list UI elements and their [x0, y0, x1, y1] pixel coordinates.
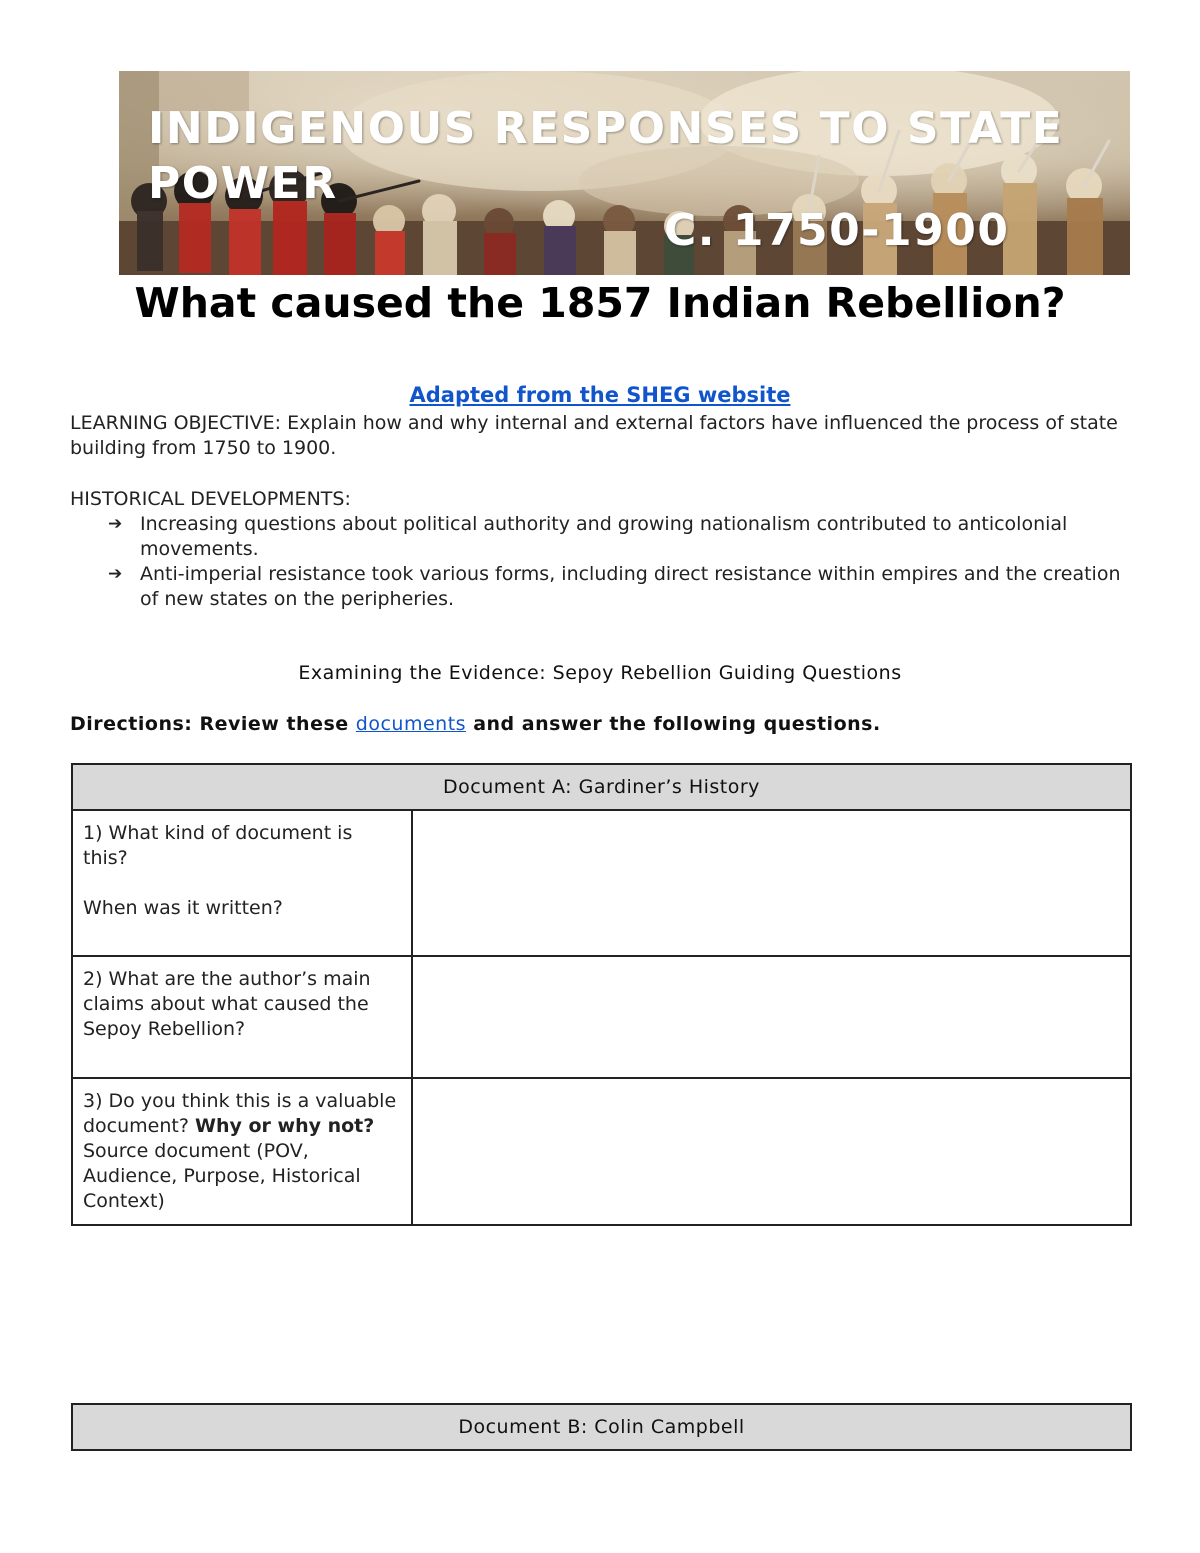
- adapted-from-link[interactable]: Adapted from the SHEG website: [409, 383, 791, 407]
- answer-2-field[interactable]: [412, 956, 1131, 1078]
- answer-1-field[interactable]: [412, 810, 1131, 956]
- developments-heading: HISTORICAL DEVELOPMENTS:: [70, 488, 351, 510]
- answer-3-field[interactable]: [412, 1078, 1131, 1225]
- question-1-followup: When was it written?: [83, 897, 283, 919]
- table-row: [72, 956, 1131, 1078]
- development-text: Anti-imperial resistance took various forms, including direct resistance within empires and the creation of new states on the peripheries.: [140, 563, 1121, 610]
- section-heading: Examining the Evidence: Sepoy Rebellion Guiding Questions: [298, 662, 902, 684]
- question-3: [72, 1078, 412, 1225]
- table-row: [72, 810, 1131, 956]
- header-banner: [119, 71, 1130, 275]
- learning-objective: LEARNING OBJECTIVE: Explain how and why internal and external factors have influenced the process of state building from 1750 to 1900.: [70, 412, 1118, 459]
- question-2: 2) What are the author’s main claims about what caused the Sepoy Rebellion?: [72, 956, 412, 1078]
- arrow-bullet-icon: ➔: [108, 564, 123, 584]
- banner-title: INDIGENOUS RESPONSES TO STATE POWER: [148, 103, 1064, 209]
- question-1-text: 1) What kind of document is this?: [83, 822, 353, 869]
- list-item: [70, 562, 1130, 612]
- development-text: Increasing questions about political authority and growing nationalism contributed to anticolonial movements.: [140, 513, 1068, 560]
- document-b-heading: Document B: Colin Campbell: [72, 1404, 1131, 1450]
- page-title: What caused the 1857 Indian Rebellion?: [134, 279, 1066, 327]
- documents-link[interactable]: documents: [355, 713, 467, 735]
- list-item: [70, 512, 1130, 562]
- directions-prefix: Directions: Review these: [70, 713, 349, 735]
- arrow-bullet-icon: ➔: [108, 514, 123, 534]
- directions-suffix: and answer the following questions.: [473, 713, 881, 735]
- question-1: [72, 810, 412, 956]
- document-a-table: [71, 763, 1132, 1226]
- developments-list: [70, 512, 1130, 612]
- question-3-detail: Source document (POV, Audience, Purpose, Historical Context): [83, 1140, 361, 1212]
- table-row: [72, 1078, 1131, 1225]
- directions: [70, 713, 881, 735]
- document-b-table: [71, 1403, 1132, 1451]
- document-a-heading: Document A: Gardiner’s History: [72, 764, 1131, 810]
- question-3-text: 3) Do you think this is a valuable document?: [83, 1090, 397, 1137]
- question-3-emphasis: Why or why not?: [195, 1115, 375, 1137]
- banner-date-range: C. 1750-1900: [664, 205, 1010, 256]
